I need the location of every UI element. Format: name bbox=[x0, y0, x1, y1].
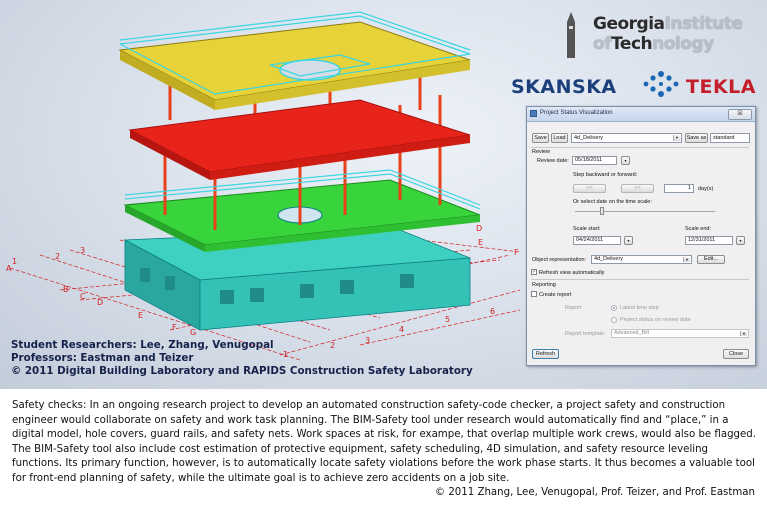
project-status-dialog bbox=[526, 106, 756, 366]
step-amount-input[interactable]: 1 bbox=[664, 184, 694, 193]
credits-professors: Professors: Eastman and Teizer bbox=[11, 352, 194, 364]
grid-label: D bbox=[97, 298, 104, 307]
save-as-button[interactable]: Save as bbox=[686, 135, 707, 141]
grid-label: 6 bbox=[490, 307, 496, 316]
object-representation-value: 4d_Delivery bbox=[594, 256, 624, 262]
georgia-tech-logo bbox=[557, 10, 762, 58]
logo-text: of bbox=[593, 34, 612, 54]
grid-label: 1 bbox=[283, 350, 289, 359]
grid-label: 3 bbox=[365, 336, 371, 345]
create-report-checkbox[interactable] bbox=[531, 291, 537, 297]
grid-label: A bbox=[6, 264, 12, 273]
report-template-value: Advanced_Bill bbox=[614, 330, 649, 336]
project-status-radio[interactable] bbox=[611, 317, 617, 323]
grid-label: 3 bbox=[80, 246, 86, 255]
report-template-select[interactable] bbox=[611, 329, 749, 338]
caption-text: Safety checks: In an ongoing research project to develop an automated construction safety-code checker, a project safety and construction engineer would collaborate on safety and work task planning. The BIM-Safety tool under research would automatically find and “place,” in a digital model, hole covers, guard rails, and safety nets. Work spaces at risk, for exampe, that overlap multiple work crews, would also be flagged. The BIM-Safety tool also include cost estimation of protective equipment, safety scheduling, 4D simulation, and safety resource leveling functions. Its primary function, however, is to automatically locate safety violations before the work phase starts. It thus becomes a valuable tool for front-end planning of safety, while the ultimate goal is to achieve zero accidents on a job site. bbox=[12, 400, 756, 484]
logo-text: Tech bbox=[611, 34, 653, 54]
logo-text: Institute bbox=[664, 14, 743, 34]
caption-copyright: © 2011 Zhang, Lee, Venugopal, Prof. Teizer, and Prof. Eastman bbox=[434, 487, 755, 498]
configuration-select[interactable] bbox=[571, 133, 682, 143]
grid-label: F bbox=[172, 323, 177, 332]
time-scale-thumb[interactable] bbox=[600, 207, 604, 215]
latest-time-step-radio[interactable] bbox=[611, 305, 617, 311]
report-template-label: Report template bbox=[565, 331, 605, 337]
object-representation-label: Object representation: bbox=[532, 257, 587, 263]
credits-researchers: Student Researchers: Lee, Zhang, Venugopal bbox=[11, 339, 274, 351]
scale-end-input[interactable]: 12/31/2011 bbox=[685, 236, 733, 245]
time-scale-label: Or select date on the time scale: bbox=[573, 199, 652, 205]
grid-label: 4 bbox=[399, 325, 405, 334]
object-representation-select[interactable] bbox=[591, 255, 692, 264]
dialog-title: Project Status Visualization bbox=[540, 110, 613, 116]
dialog-title-bar[interactable] bbox=[527, 107, 755, 122]
grid-label: C bbox=[80, 292, 86, 301]
step-backward-button[interactable]: << bbox=[573, 184, 606, 193]
chevron-down-icon: ▼ bbox=[683, 257, 690, 262]
grid-label: 1 bbox=[12, 257, 18, 266]
latest-time-step-label: Latest time step bbox=[620, 305, 659, 311]
tekla-logo: TEKLA bbox=[686, 76, 756, 98]
edit-button[interactable]: Edit... bbox=[697, 255, 725, 264]
time-scale-track[interactable] bbox=[575, 211, 715, 212]
grid-label: G bbox=[190, 328, 197, 337]
skanska-logo: SKANSKA bbox=[511, 76, 617, 98]
scale-end-calendar-button[interactable]: ▾ bbox=[736, 236, 745, 245]
calendar-dropdown-button[interactable]: ▾ bbox=[621, 156, 630, 165]
grid-label: B bbox=[63, 285, 69, 294]
grid-label: F bbox=[514, 248, 519, 257]
refresh-automatically-label: Refresh view automatically bbox=[539, 270, 605, 276]
app-icon bbox=[530, 110, 537, 117]
section-divider bbox=[531, 279, 749, 280]
review-date-input[interactable]: 05/18/2011 bbox=[572, 156, 617, 165]
refresh-button[interactable]: Refresh bbox=[532, 349, 559, 359]
save-as-name-input[interactable]: standard bbox=[710, 133, 750, 143]
credits-block bbox=[11, 339, 473, 378]
step-label: Step backward or forward: bbox=[573, 172, 638, 178]
grid-label: 2 bbox=[330, 341, 336, 350]
figure-caption bbox=[12, 399, 760, 487]
grid-label: 5 bbox=[445, 315, 451, 324]
close-window-button[interactable]: ☒ bbox=[728, 109, 752, 120]
close-button[interactable]: Close bbox=[723, 349, 749, 359]
create-report-label: Create report bbox=[539, 292, 572, 298]
refresh-automatically-checkbox[interactable]: ✓ bbox=[532, 269, 537, 275]
grid-label: 2 bbox=[55, 252, 61, 261]
configuration-value: 4d_Delivery bbox=[574, 135, 604, 141]
credits-copyright: © 2011 Digital Building Laboratory and RAPIDS Construction Safety Laboratory bbox=[11, 365, 473, 377]
section-divider bbox=[531, 147, 749, 148]
load-button[interactable]: Load bbox=[551, 133, 568, 143]
scale-start-calendar-button[interactable]: ▾ bbox=[624, 236, 633, 245]
grid-label: D bbox=[476, 224, 483, 233]
review-section-header: Review bbox=[532, 149, 551, 155]
step-forward-button[interactable]: >> bbox=[621, 184, 654, 193]
chevron-down-icon: ▼ bbox=[740, 331, 747, 336]
grid-label: E bbox=[138, 311, 144, 320]
logo-text: nology bbox=[652, 34, 714, 54]
scale-start-label: Scale start: bbox=[573, 226, 601, 232]
scale-start-input[interactable]: 04/24/2011 bbox=[573, 236, 621, 245]
project-status-label: Project status on review date bbox=[620, 317, 691, 323]
tech-tower-icon bbox=[557, 10, 587, 58]
report-label: Report bbox=[565, 305, 582, 311]
chevron-down-icon: ▼ bbox=[673, 135, 680, 141]
tekla-dots-icon bbox=[640, 68, 682, 100]
save-button[interactable]: Save bbox=[532, 133, 549, 143]
reporting-section-header: Reporting bbox=[532, 282, 556, 288]
scale-end-label: Scale end: bbox=[685, 226, 711, 232]
review-date-label: Review date: bbox=[537, 158, 569, 164]
step-unit-label: day(s) bbox=[698, 186, 714, 192]
logo-text: Georgia bbox=[593, 14, 665, 34]
grid-label: E bbox=[478, 238, 484, 247]
